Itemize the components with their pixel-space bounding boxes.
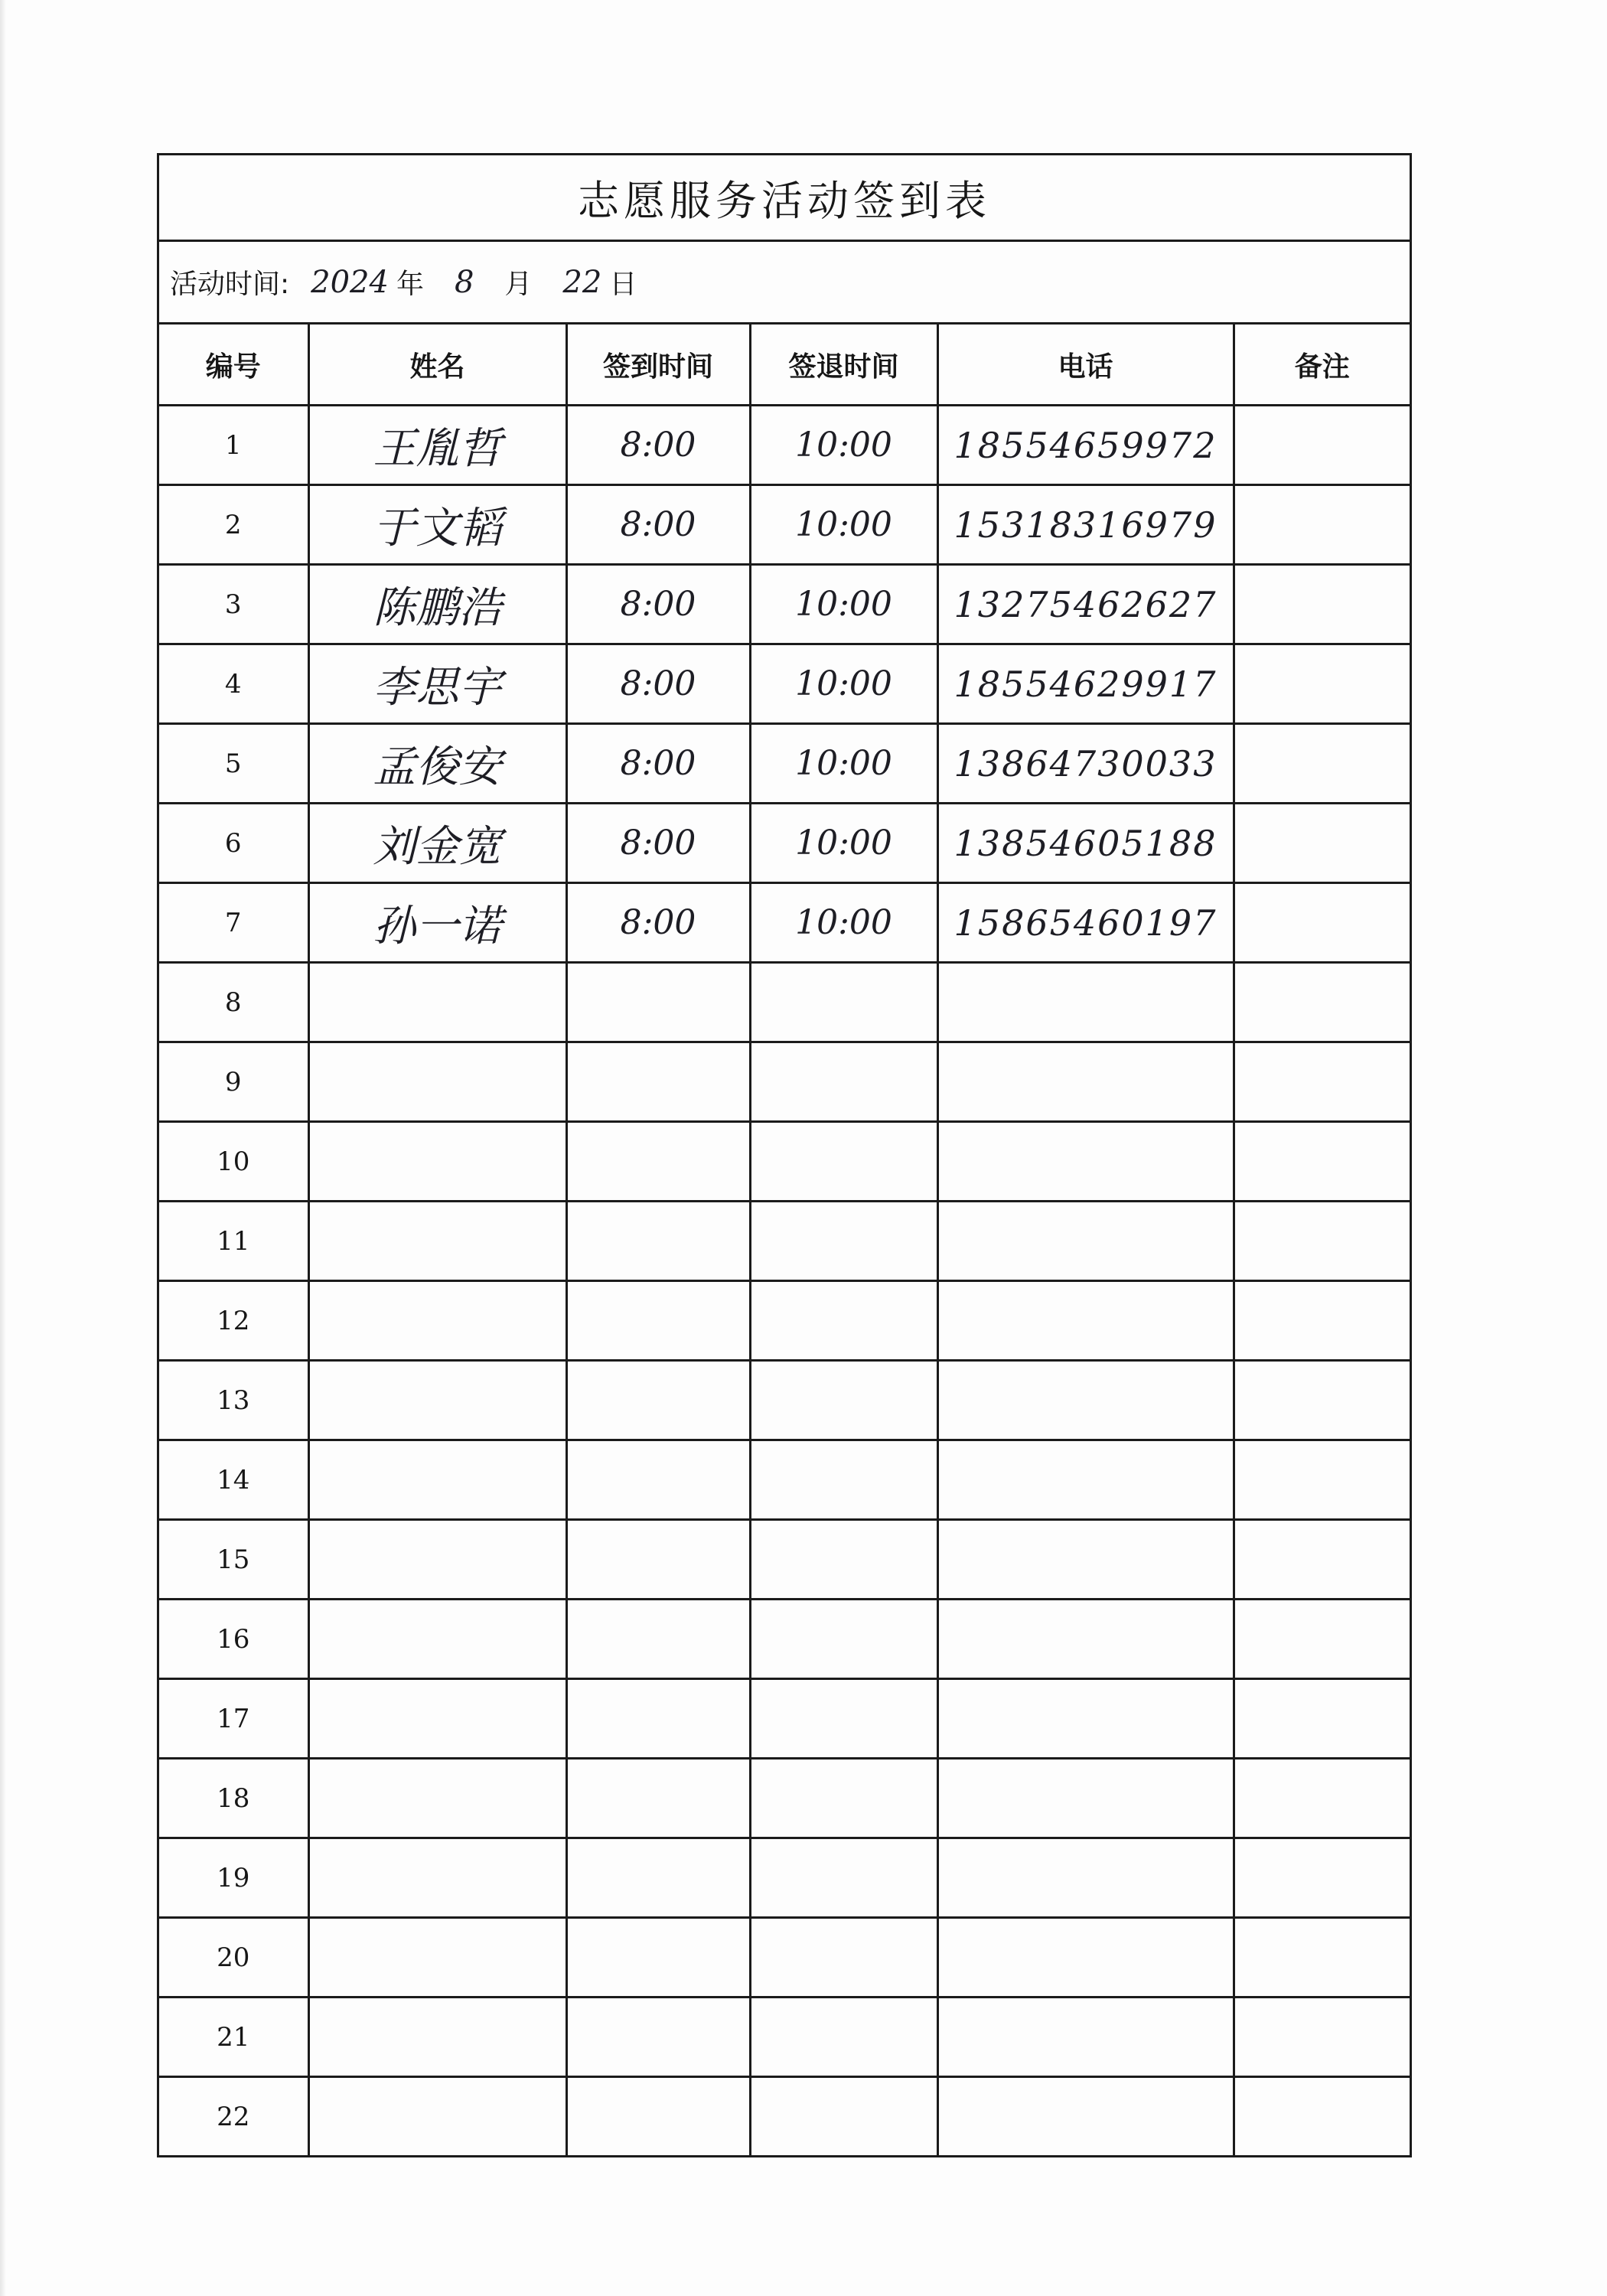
sign-in-time-cell	[566, 1042, 750, 1122]
column-header-number: 编号	[159, 325, 308, 406]
phone-cell: 13854605188	[937, 804, 1234, 883]
row-number-cell: 2	[159, 485, 308, 565]
note-cell	[1234, 406, 1410, 485]
sign-in-time-cell: 8:00	[566, 804, 750, 883]
sign-out-time-cell: 10:00	[750, 883, 937, 963]
row-number-cell: 22	[159, 2077, 308, 2156]
row-number-cell: 11	[159, 1202, 308, 1281]
phone-cell	[937, 1361, 1234, 1440]
activity-date-month-unit: 月	[504, 269, 533, 300]
sign-in-time-cell	[566, 1361, 750, 1440]
scan-edge-shadow	[0, 0, 6, 2296]
sign-in-time-cell: 8:00	[566, 485, 750, 565]
sign-out-time-cell: 10:00	[750, 406, 937, 485]
sign-out-time-cell	[750, 963, 937, 1042]
row-number-cell: 17	[159, 1679, 308, 1759]
sign-in-time-cell: 8:00	[566, 724, 750, 804]
note-cell	[1234, 1838, 1410, 1918]
sign-in-table	[159, 325, 1410, 2155]
row-number-cell: 4	[159, 644, 308, 724]
sign-in-time-cell	[566, 1600, 750, 1679]
activity-date-label: 活动时间:	[170, 269, 290, 300]
name-cell	[308, 1520, 566, 1600]
table-header-row	[159, 325, 1410, 406]
table-row	[159, 406, 1410, 485]
sign-in-time-cell	[566, 2077, 750, 2156]
sign-in-time-cell	[566, 1520, 750, 1600]
note-cell	[1234, 1361, 1410, 1440]
row-number-cell: 16	[159, 1600, 308, 1679]
phone-cell: 13864730033	[937, 724, 1234, 804]
phone-cell: 15318316979	[937, 485, 1234, 565]
row-number-cell: 13	[159, 1361, 308, 1440]
row-number-cell: 10	[159, 1122, 308, 1202]
sign-in-time-cell: 8:00	[566, 406, 750, 485]
sign-out-time-cell	[750, 1600, 937, 1679]
sign-out-time-cell	[750, 1759, 937, 1838]
table-row	[159, 1998, 1410, 2077]
phone-cell	[937, 1202, 1234, 1281]
table-row	[159, 883, 1410, 963]
activity-date-year: 2024	[311, 264, 389, 300]
sign-in-time-cell	[566, 1998, 750, 2077]
name-cell	[308, 1122, 566, 1202]
name-cell: 李思宇	[308, 644, 566, 724]
note-cell	[1234, 565, 1410, 644]
activity-date-row	[159, 242, 1410, 325]
table-row	[159, 1520, 1410, 1600]
sign-in-time-cell	[566, 1679, 750, 1759]
phone-cell	[937, 963, 1234, 1042]
row-number-cell: 14	[159, 1440, 308, 1520]
sign-out-time-cell	[750, 1679, 937, 1759]
note-cell	[1234, 1759, 1410, 1838]
table-row	[159, 1440, 1410, 1520]
name-cell	[308, 2077, 566, 2156]
table-row	[159, 1600, 1410, 1679]
note-cell	[1234, 1679, 1410, 1759]
row-number-cell: 19	[159, 1838, 308, 1918]
phone-cell	[937, 1440, 1234, 1520]
table-row	[159, 1759, 1410, 1838]
sign-out-time-cell	[750, 2077, 937, 2156]
table-row	[159, 1042, 1410, 1122]
sign-out-time-cell: 10:00	[750, 565, 937, 644]
table-row	[159, 1838, 1410, 1918]
phone-cell: 15865460197	[937, 883, 1234, 963]
table-row	[159, 1122, 1410, 1202]
row-number-cell: 21	[159, 1998, 308, 2077]
name-cell	[308, 963, 566, 1042]
name-cell: 孙一诺	[308, 883, 566, 963]
phone-cell	[937, 1520, 1234, 1600]
row-number-cell: 15	[159, 1520, 308, 1600]
activity-date-year-unit: 年	[396, 269, 424, 300]
sign-in-time-cell: 8:00	[566, 644, 750, 724]
row-number-cell: 20	[159, 1918, 308, 1998]
note-cell	[1234, 883, 1410, 963]
sign-in-time-cell	[566, 1918, 750, 1998]
note-cell	[1234, 1281, 1410, 1361]
name-cell	[308, 1202, 566, 1281]
phone-cell	[937, 1600, 1234, 1679]
row-number-cell: 12	[159, 1281, 308, 1361]
table-row	[159, 1679, 1410, 1759]
phone-cell	[937, 1042, 1234, 1122]
sign-out-time-cell: 10:00	[750, 804, 937, 883]
sign-out-time-cell	[750, 1202, 937, 1281]
name-cell	[308, 1998, 566, 2077]
sign-in-time-cell	[566, 1440, 750, 1520]
phone-cell: 18554629917	[937, 644, 1234, 724]
phone-cell: 18554659972	[937, 406, 1234, 485]
name-cell: 孟俊安	[308, 724, 566, 804]
note-cell	[1234, 1042, 1410, 1122]
sign-in-time-cell: 8:00	[566, 883, 750, 963]
table-row	[159, 963, 1410, 1042]
row-number-cell: 1	[159, 406, 308, 485]
sign-in-time-cell	[566, 1759, 750, 1838]
table-row	[159, 644, 1410, 724]
phone-cell: 13275462627	[937, 565, 1234, 644]
name-cell	[308, 1600, 566, 1679]
phone-cell	[937, 1122, 1234, 1202]
table-row	[159, 724, 1410, 804]
table-row	[159, 1202, 1410, 1281]
note-cell	[1234, 1998, 1410, 2077]
row-number-cell: 18	[159, 1759, 308, 1838]
sign-out-time-cell: 10:00	[750, 724, 937, 804]
note-cell	[1234, 2077, 1410, 2156]
name-cell: 于文韬	[308, 485, 566, 565]
name-cell	[308, 1759, 566, 1838]
sign-in-time-cell	[566, 963, 750, 1042]
note-cell	[1234, 644, 1410, 724]
sign-in-time-cell	[566, 1202, 750, 1281]
note-cell	[1234, 1918, 1410, 1998]
table-row	[159, 1361, 1410, 1440]
phone-cell	[937, 1998, 1234, 2077]
note-cell	[1234, 1122, 1410, 1202]
sign-out-time-cell	[750, 1361, 937, 1440]
note-cell	[1234, 1202, 1410, 1281]
sign-out-time-cell	[750, 1998, 937, 2077]
note-cell	[1234, 1520, 1410, 1600]
column-header-name: 姓名	[308, 325, 566, 406]
sign-out-time-cell	[750, 1838, 937, 1918]
sign-in-time-cell	[566, 1281, 750, 1361]
table-row	[159, 565, 1410, 644]
name-cell	[308, 1918, 566, 1998]
note-cell	[1234, 1440, 1410, 1520]
sign-out-time-cell	[750, 1122, 937, 1202]
sign-out-time-cell: 10:00	[750, 644, 937, 724]
form-title: 志愿服务活动签到表	[159, 155, 1410, 242]
sign-out-time-cell	[750, 1440, 937, 1520]
table-row	[159, 1918, 1410, 1998]
name-cell: 刘金宽	[308, 804, 566, 883]
name-cell	[308, 1679, 566, 1759]
activity-date-day: 22	[562, 264, 602, 300]
sign-out-time-cell: 10:00	[750, 485, 937, 565]
activity-date-month: 8	[454, 264, 474, 300]
phone-cell	[937, 1759, 1234, 1838]
sign-in-time-cell	[566, 1122, 750, 1202]
column-header-sign-in-time: 签到时间	[566, 325, 750, 406]
phone-cell	[937, 1838, 1234, 1918]
name-cell: 陈鹏浩	[308, 565, 566, 644]
sign-in-time-cell: 8:00	[566, 565, 750, 644]
note-cell	[1234, 1600, 1410, 1679]
row-number-cell: 7	[159, 883, 308, 963]
name-cell	[308, 1838, 566, 1918]
name-cell	[308, 1440, 566, 1520]
note-cell	[1234, 724, 1410, 804]
sign-out-time-cell	[750, 1042, 937, 1122]
row-number-cell: 6	[159, 804, 308, 883]
note-cell	[1234, 485, 1410, 565]
sign-in-form	[157, 153, 1412, 2157]
note-cell	[1234, 804, 1410, 883]
activity-date-day-unit: 日	[609, 269, 637, 300]
sign-out-time-cell	[750, 1520, 937, 1600]
phone-cell	[937, 1679, 1234, 1759]
table-row	[159, 485, 1410, 565]
row-number-cell: 3	[159, 565, 308, 644]
column-header-note: 备注	[1234, 325, 1410, 406]
phone-cell	[937, 1918, 1234, 1998]
name-cell	[308, 1361, 566, 1440]
column-header-sign-out-time: 签退时间	[750, 325, 937, 406]
name-cell	[308, 1281, 566, 1361]
name-cell: 王胤哲	[308, 406, 566, 485]
phone-cell	[937, 2077, 1234, 2156]
phone-cell	[937, 1281, 1234, 1361]
column-header-phone: 电话	[937, 325, 1234, 406]
sign-out-time-cell	[750, 1281, 937, 1361]
row-number-cell: 8	[159, 963, 308, 1042]
sign-in-time-cell	[566, 1838, 750, 1918]
row-number-cell: 5	[159, 724, 308, 804]
table-row	[159, 804, 1410, 883]
note-cell	[1234, 963, 1410, 1042]
row-number-cell: 9	[159, 1042, 308, 1122]
table-row	[159, 2077, 1410, 2156]
table-row	[159, 1281, 1410, 1361]
table-body	[159, 406, 1410, 2156]
sign-out-time-cell	[750, 1918, 937, 1998]
name-cell	[308, 1042, 566, 1122]
